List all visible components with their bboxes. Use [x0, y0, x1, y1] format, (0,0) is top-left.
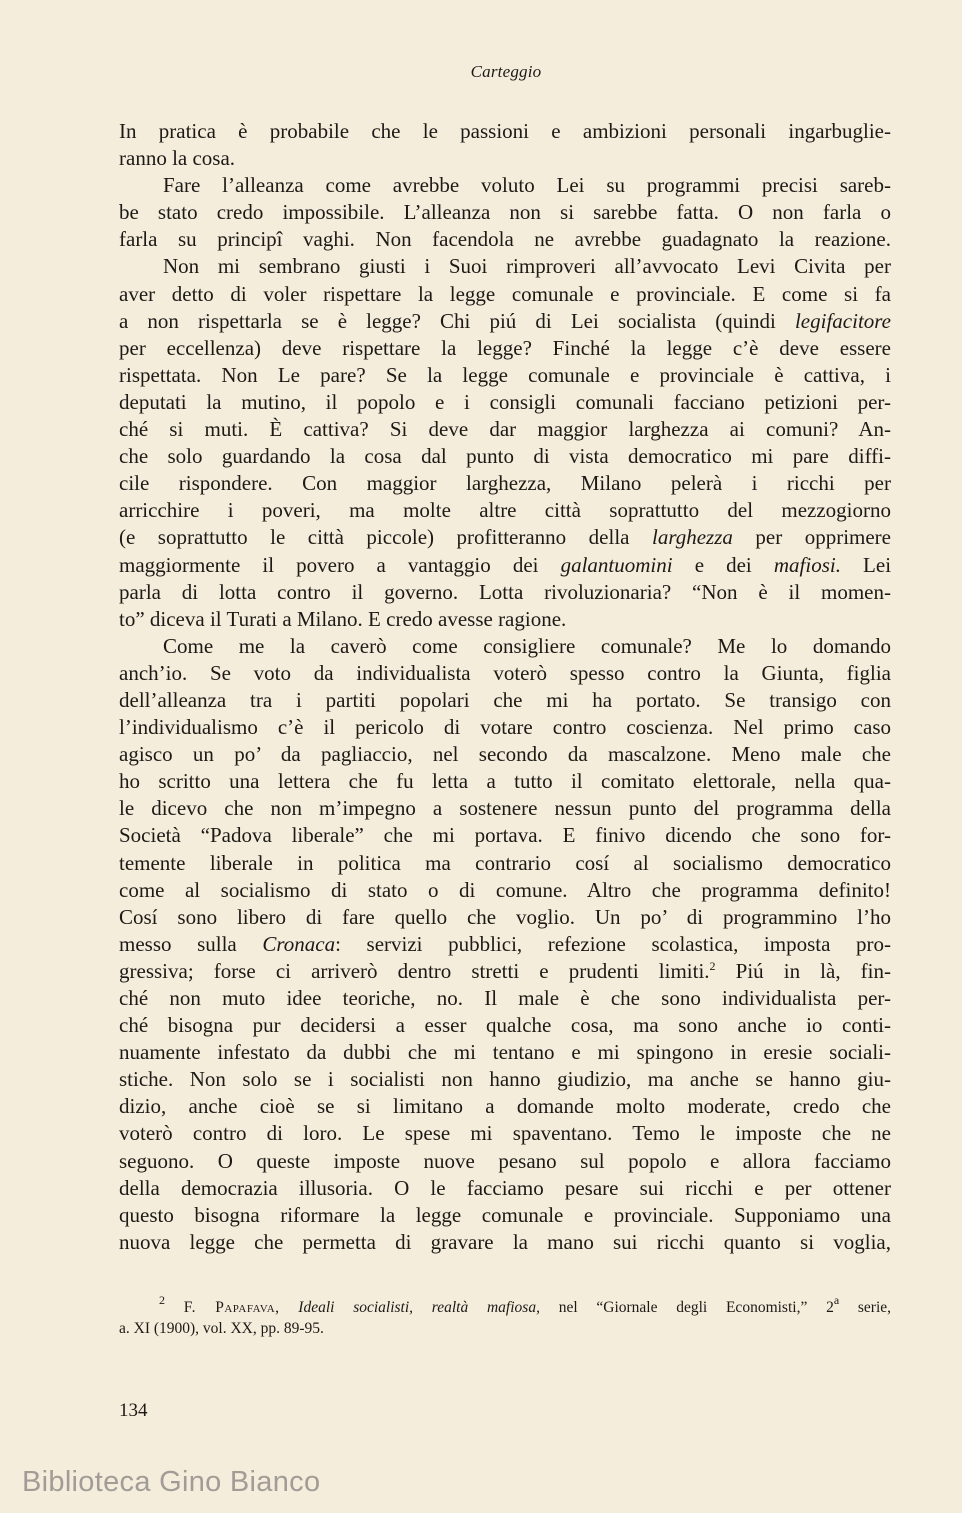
footnote-title: Ideali socialisti, realtà mafiosa,	[298, 1299, 540, 1316]
text-line: Come me la caverò come consigliere comunale? Me lo domando	[163, 633, 891, 658]
footnote-author: F. Papafava,	[183, 1299, 280, 1316]
text-line: ranno la cosa.	[119, 146, 236, 171]
italic-term: legifacitore	[794, 308, 891, 333]
footnote-marker: 2	[159, 1293, 165, 1307]
text-line: le dicevo che non m’impegno a sostenere nessun punto del programma della	[119, 796, 891, 821]
text-line: to” diceva il Turati a Milano. E credo avesse ragione.	[119, 606, 567, 631]
text-line: voterò contro di loro. Le spese mi spaventano. Temo le imposte che ne	[119, 1121, 891, 1146]
text-line: dizio, anche cioè se si limitano a domande molto moderate, credo che	[119, 1094, 891, 1119]
text-line: ché bisogna pur decidersi a esser qualche cosa, ma sono anche io conti-	[119, 1013, 891, 1038]
text-line: a non rispettarla se è legge? Chi piú di Lei socialista (quindi legifacitore	[119, 308, 891, 333]
text-line: dell’alleanza tra i partiti popolari che mi ha portato. Se transigo con	[119, 687, 891, 712]
text-line: ho scritto una lettera che fu letta a tutto il comitato elettorale, nella qua-	[119, 769, 891, 794]
italic-term: larghezza	[651, 525, 733, 550]
footnote-reference: 2	[709, 958, 716, 973]
watermark: Biblioteca Gino Bianco	[22, 1466, 321, 1498]
text-line: be stato credo impossibile. L’alleanza non si sarebbe fatta. O non farla o	[119, 200, 891, 225]
italic-term: galantuomini	[560, 552, 673, 577]
body-text	[119, 118, 891, 1256]
text-line: ché si muti. È cattiva? Si deve dar maggior larghezza ai comuni? An-	[119, 417, 891, 442]
footnote-line: a. XI (1900), vol. XX, pp. 89-95.	[119, 1320, 324, 1337]
text-line: rispettata. Non Le pare? Se la legge comunale e provinciale è cattiva, i	[119, 362, 891, 387]
text-line: temente liberale in politica ma contrario cosí al socialismo democratico	[119, 850, 891, 875]
text-line: nuova legge che permetta di gravare la mano sui ricchi quanto si voglia,	[119, 1229, 891, 1254]
text-line: In pratica è probabile che le passioni e ambizioni personali ingarbuglie-	[119, 119, 891, 143]
text-line: nuamente infestato da dubbi che mi tentano e mi spingono in eresie sociali-	[119, 1040, 891, 1065]
running-head: Carteggio	[470, 62, 542, 81]
text-line: della democrazia illusoria. O le facciamo pesare sui ricchi e per ottener	[119, 1175, 891, 1200]
text-line: seguono. O queste imposte nuove pesano sul popolo e allora facciamo	[119, 1148, 891, 1173]
text-line: aver detto di voler rispettare la legge comunale e provinciale. E come si fa	[119, 281, 891, 306]
page-number: 134	[119, 1400, 148, 1421]
italic-term: mafiosi.	[773, 552, 841, 577]
text-line: come al socialismo di stato o di comune. Altro che programma definito!	[119, 877, 891, 902]
text-line: arricchire i poveri, ma molte altre città soprattutto del mezzogiorno	[119, 498, 891, 523]
text-line: l’individualismo c’è il pericolo di votare contro coscienza. Nel primo caso	[119, 715, 891, 740]
text-line: ché non muto idee teoriche, no. Il male è che sono individualista per-	[119, 986, 891, 1010]
text-line: messo sulla Cronaca: servizi pubblici, refezione scolastica, imposta pro-	[119, 931, 891, 956]
text-line: gressiva; forse ci arriverò dentro stretti e prudenti limiti.$^2$ Piú in là, fin-	[119, 958, 892, 983]
text-line: (e soprattutto le città piccole) profitteranno della larghezza per opprimere	[119, 525, 891, 550]
italic-term: Cronaca	[262, 931, 336, 956]
text-line: maggiormente il povero a vantaggio dei galantuomini e dei mafiosi. Lei	[119, 552, 892, 577]
text-line: farla su principî vaghi. Non facendola ne avrebbe guadagnato la reazione.	[119, 227, 891, 252]
text-line: per eccellenza) deve rispettare la legge? Finché la legge c’è deve essere	[119, 335, 891, 360]
text-line: Fare l’alleanza come avrebbe voluto Lei su programmi precisi sareb-	[163, 173, 891, 198]
footnote	[119, 1293, 892, 1339]
text-line: che solo guardando la cosa dal punto di vista democratico mi pare diffi-	[119, 444, 891, 469]
text-line: cile rispondere. Con maggior larghezza, Milano pelerà i ricchi per	[119, 471, 891, 496]
text-line: parla di lotta contro il governo. Lotta rivoluzionaria? “Non è il momen-	[119, 579, 891, 604]
text-line: Cosí sono libero di fare quello che voglio. Un po’ di programmino l’ho	[119, 904, 891, 929]
text-line: questo bisogna riformare la legge comunale e provinciale. Supponiamo una	[119, 1202, 891, 1227]
text-line: Società “Padova liberale” che mi portava. E finivo dicendo che sono for-	[119, 823, 891, 848]
text-line: stiche. Non solo se i socialisti non hanno giudizio, ma anche se hanno giu-	[119, 1067, 891, 1092]
text-line: Non mi sembrano giusti i Suoi rimproveri all’avvocato Levi Civita per	[163, 254, 891, 279]
text-line: anch’io. Se voto da individualista voterò spesso contro la Giunta, figlia	[119, 660, 891, 685]
footnote-line: $^2$ F. Papafava, Ideali socialisti, realtà mafiosa, nel “Giornale degli Economisti,” 2$^a$ serie,	[159, 1293, 892, 1316]
text-line: agisco un po’ da pagliaccio, nel secondo da mascalzone. Meno male che	[119, 742, 891, 767]
text-line: deputati la mutino, il popolo e i consigli comunali facciano petizioni per-	[119, 389, 891, 414]
